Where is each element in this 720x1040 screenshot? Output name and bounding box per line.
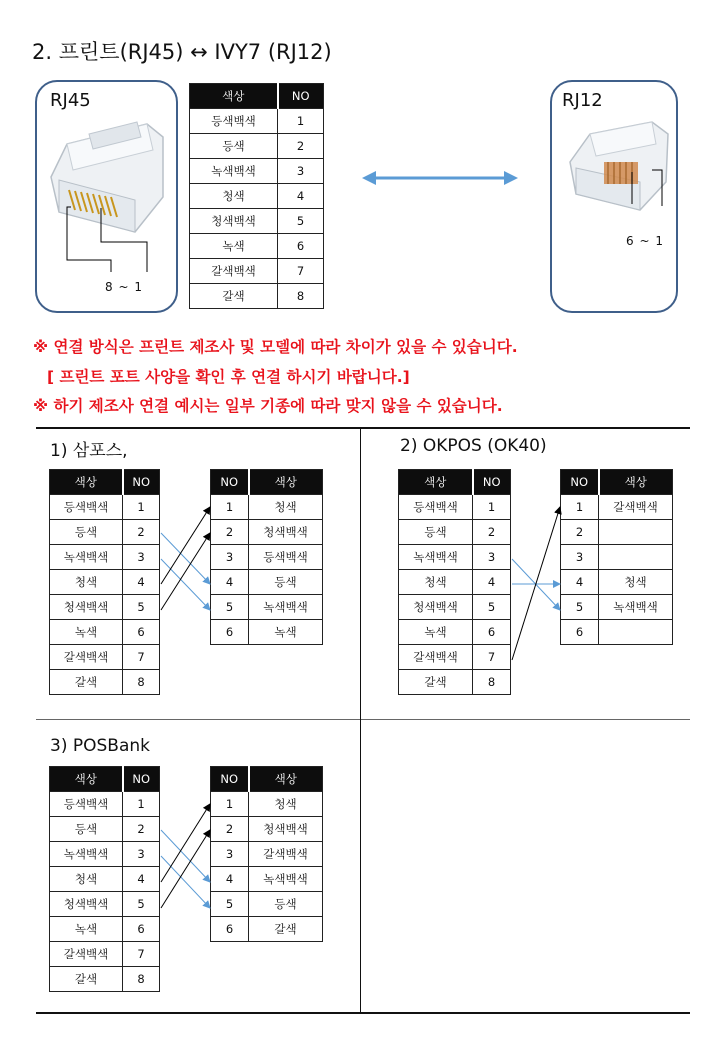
no-cell: 1 [561, 495, 599, 520]
color-cell: 갈색 [399, 670, 473, 695]
color-cell: 청색 [50, 570, 123, 595]
wire-blue [161, 856, 210, 908]
header-no: NO [278, 84, 324, 109]
rj45-label: RJ45 [50, 90, 91, 111]
rj45-pin-range: 8 ~ 1 [105, 280, 143, 294]
no-cell: 2 [211, 520, 249, 545]
color-cell: 녹색 [50, 620, 123, 645]
color-cell: 등색 [190, 134, 278, 159]
color-cell: 녹색백색 [399, 545, 473, 570]
no-cell: 3 [278, 159, 324, 184]
rj12-pin-range: 6 ~ 1 [626, 234, 664, 248]
color-cell: 녹색백색 [190, 159, 278, 184]
color-cell: 갈색 [50, 670, 123, 695]
header-no: NO [473, 470, 511, 495]
color-cell: 갈색백색 [50, 942, 123, 967]
no-cell: 1 [211, 792, 249, 817]
no-cell: 6 [211, 620, 249, 645]
no-cell: 1 [123, 495, 160, 520]
no-cell: 5 [278, 209, 324, 234]
color-cell: 갈색 [50, 967, 123, 992]
color-cell: 청색백색 [249, 817, 323, 842]
color-cell: 갈색백색 [50, 645, 123, 670]
no-cell: 7 [123, 645, 160, 670]
color-cell: 등색 [50, 817, 123, 842]
no-cell: 5 [123, 595, 160, 620]
section-title-sampos: 1) 삼포스, [50, 441, 128, 461]
color-cell: 등색 [249, 570, 323, 595]
no-cell: 2 [211, 817, 249, 842]
wire-blue [161, 533, 210, 584]
no-cell: 8 [123, 967, 160, 992]
color-cell: 갈색 [190, 284, 278, 309]
no-cell: 8 [473, 670, 511, 695]
no-cell: 4 [123, 570, 160, 595]
no-cell: 3 [473, 545, 511, 570]
no-cell: 4 [123, 867, 160, 892]
header-color: 색상 [399, 470, 473, 495]
no-cell: 6 [473, 620, 511, 645]
no-cell: 4 [211, 867, 249, 892]
color-cell: 청색백색 [50, 892, 123, 917]
color-cell: 등색백색 [399, 495, 473, 520]
no-cell: 6 [123, 620, 160, 645]
header-color: 색상 [599, 470, 673, 495]
wire-blue [161, 559, 210, 610]
color-cell: 청색 [249, 495, 323, 520]
no-cell: 1 [473, 495, 511, 520]
wire-black [161, 507, 210, 584]
no-cell: 5 [123, 892, 160, 917]
color-cell: 녹색백색 [249, 867, 323, 892]
no-cell: 4 [211, 570, 249, 595]
header-color: 색상 [50, 470, 123, 495]
color-cell: 갈색백색 [399, 645, 473, 670]
note-line-2: [ 프린트 포트 사양을 확인 후 연결 하시기 바랍니다.] [47, 368, 410, 386]
no-cell: 5 [211, 892, 249, 917]
section-title-posbank: 3) POSBank [50, 736, 150, 756]
no-cell: 3 [561, 545, 599, 570]
no-cell: 2 [561, 520, 599, 545]
color-cell: 녹색 [190, 234, 278, 259]
color-cell: 녹색 [399, 620, 473, 645]
no-cell: 7 [278, 259, 324, 284]
no-cell: 1 [278, 109, 324, 134]
color-cell: 청색백색 [249, 520, 323, 545]
color-cell: 청색 [190, 184, 278, 209]
section-title-okpos: 2) OKPOS (OK40) [400, 436, 547, 456]
no-cell: 4 [473, 570, 511, 595]
header-color: 색상 [249, 470, 323, 495]
color-cell: 갈색백색 [190, 259, 278, 284]
wire-black [161, 533, 210, 610]
header-color: 색상 [190, 84, 278, 109]
header-no: NO [211, 767, 249, 792]
wire-black [161, 804, 210, 882]
no-cell: 5 [561, 595, 599, 620]
color-cell: 갈색백색 [599, 495, 673, 520]
no-cell: 8 [278, 284, 324, 309]
color-cell: 갈색 [249, 917, 323, 942]
color-cell: 녹색백색 [50, 842, 123, 867]
color-cell: 청색 [50, 867, 123, 892]
no-cell: 2 [278, 134, 324, 159]
no-cell: 4 [278, 184, 324, 209]
no-cell: 2 [123, 520, 160, 545]
no-cell: 7 [473, 645, 511, 670]
color-cell: 등색 [249, 892, 323, 917]
color-cell: 등색 [50, 520, 123, 545]
no-cell: 5 [473, 595, 511, 620]
no-cell: 6 [278, 234, 324, 259]
color-cell: 청색 [399, 570, 473, 595]
no-cell: 1 [211, 495, 249, 520]
color-cell: 등색백색 [50, 495, 123, 520]
wire-blue [161, 830, 210, 882]
color-cell: 갈색백색 [249, 842, 323, 867]
color-cell: 녹색백색 [599, 595, 673, 620]
color-cell: 등색백색 [249, 545, 323, 570]
note-line-1: ※ 연결 방식은 프린트 제조사 및 모델에 따라 차이가 있을 수 있습니다. [33, 338, 518, 356]
color-cell: 청색백색 [50, 595, 123, 620]
color-cell: 청색백색 [190, 209, 278, 234]
color-cell: 등색백색 [190, 109, 278, 134]
no-cell: 6 [123, 917, 160, 942]
color-cell: 청색백색 [399, 595, 473, 620]
rj12-label: RJ12 [562, 90, 603, 111]
color-cell: 녹색 [249, 620, 323, 645]
page-title: 2. 프린트(RJ45) ↔ IVY7 (RJ12) [32, 40, 332, 64]
color-cell: 등색백색 [50, 792, 123, 817]
color-cell: 녹색백색 [50, 545, 123, 570]
header-no: NO [123, 470, 160, 495]
color-cell: 녹색백색 [249, 595, 323, 620]
no-cell: 4 [561, 570, 599, 595]
color-cell: 등색 [399, 520, 473, 545]
no-cell: 3 [211, 545, 249, 570]
no-cell: 6 [561, 620, 599, 645]
header-no: NO [561, 470, 599, 495]
no-cell: 3 [211, 842, 249, 867]
no-cell: 6 [211, 917, 249, 942]
no-cell: 5 [211, 595, 249, 620]
color-cell: 청색 [249, 792, 323, 817]
header-no: NO [211, 470, 249, 495]
no-cell: 7 [123, 942, 160, 967]
color-cell: 녹색 [50, 917, 123, 942]
no-cell: 8 [123, 670, 160, 695]
color-cell: 청색 [599, 570, 673, 595]
no-cell: 2 [473, 520, 511, 545]
no-cell: 1 [123, 792, 160, 817]
note-line-3: ※ 하기 제조사 연결 예시는 일부 기종에 따라 맞지 않을 수 있습니다. [33, 397, 503, 415]
header-no: NO [123, 767, 160, 792]
no-cell: 3 [123, 842, 160, 867]
no-cell: 3 [123, 545, 160, 570]
header-color: 색상 [50, 767, 123, 792]
no-cell: 2 [123, 817, 160, 842]
header-color: 색상 [249, 767, 323, 792]
wire-black [161, 830, 210, 908]
